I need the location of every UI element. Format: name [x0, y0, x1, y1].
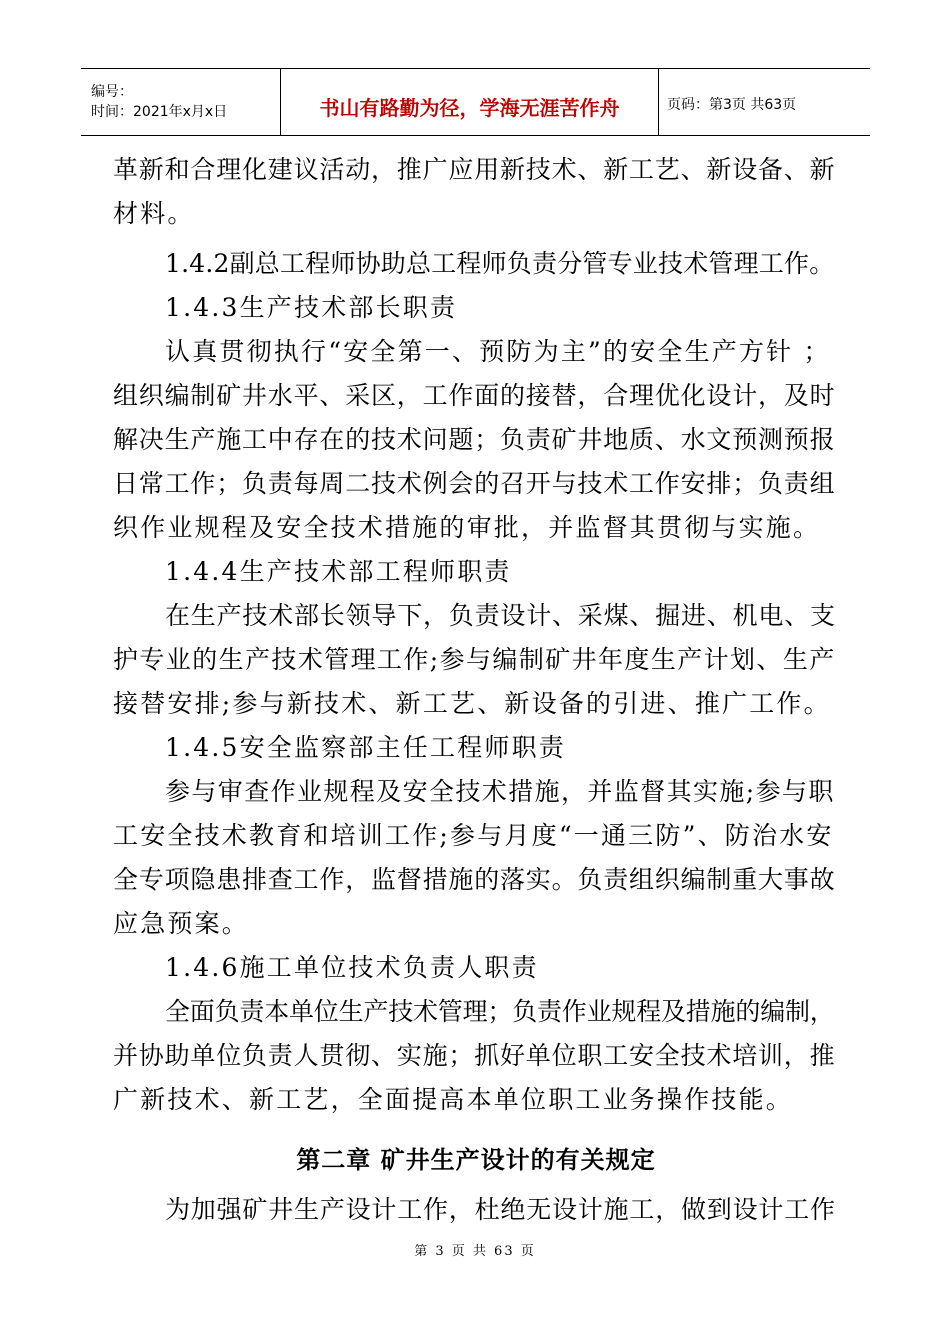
body-line: 革新和合理化建议活动，推广应用新技术、新工艺、新设备、新	[113, 155, 836, 184]
header-page-code: 页码：第3页 共63页	[667, 97, 797, 113]
section-heading-1-4-4: 1.4.4生产技术部工程师职责	[165, 557, 512, 586]
body-line: 认真贯彻执行“安全第一、预防为主”的安全生产方针 ；	[165, 337, 831, 366]
body-line: 广新技术、新工艺，全面提高本单位职工业务操作技能。	[113, 1085, 794, 1114]
header-motto: 书山有路勤为径，学海无涯苦作舟	[281, 69, 659, 135]
body-line: 织作业规程及安全技术措施的审批，并监督其贯彻与实施。	[113, 513, 821, 542]
page-footer: 第 3 页 共 63 页	[414, 1244, 536, 1259]
page-header	[81, 68, 870, 136]
section-heading-1-4-6: 1.4.6施工单位技术负责人职责	[165, 953, 539, 982]
section-heading-1-4-5: 1.4.5安全监察部主任工程师职责	[165, 733, 567, 762]
section-heading-1-4-2: 1.4.2副总工程师协助总工程师负责分管专业技术管理工作。	[165, 249, 835, 278]
body-line: 工安全技术教育和培训工作;参与月度“一通三防”、防治水安	[113, 821, 834, 850]
body-line: 材料。	[113, 199, 195, 228]
header-meta	[81, 69, 281, 135]
document-time-label: 时间：2021年x月x日	[91, 104, 228, 120]
body-line: 全面负责本单位生产技术管理；负责作业规程及措施的编制，	[165, 997, 835, 1026]
body-line: 日常工作；负责每周二技术例会的召开与技术工作安排；负责组	[113, 469, 836, 498]
body-line: 参与审查作业规程及安全技术措施，并监督其实施;参与职	[165, 777, 835, 806]
body-line: 护专业的生产技术管理工作;参与编制矿井年度生产计划、生产	[113, 645, 836, 674]
chapter-title: 第二章 矿井生产设计的有关规定	[296, 1146, 656, 1174]
body-line: 在生产技术部长领导下，负责设计、采煤、掘进、机电、支	[165, 601, 836, 630]
body-line: 为加强矿井生产设计工作，杜绝无设计施工，做到设计工作	[165, 1195, 836, 1224]
body-line: 应急预案。	[113, 909, 250, 938]
document-number-label: 编号：	[91, 84, 133, 100]
section-heading-1-4-3: 1.4.3生产技术部长职责	[165, 293, 458, 322]
body-line: 并协助单位负责人贯彻、实施；抓好单位职工安全技术培训，推	[113, 1041, 836, 1070]
body-line: 接替安排;参与新技术、新工艺、新设备的引进、推广工作。	[113, 689, 831, 718]
body-line: 全专项隐患排查工作，监督措施的落实。负责组织编制重大事故	[113, 865, 836, 894]
body-line: 组织编制矿井水平、采区，工作面的接替，合理优化设计，及时	[113, 381, 836, 410]
body-line: 解决生产施工中存在的技术问题；负责矿井地质、水文预测预报	[113, 425, 836, 454]
